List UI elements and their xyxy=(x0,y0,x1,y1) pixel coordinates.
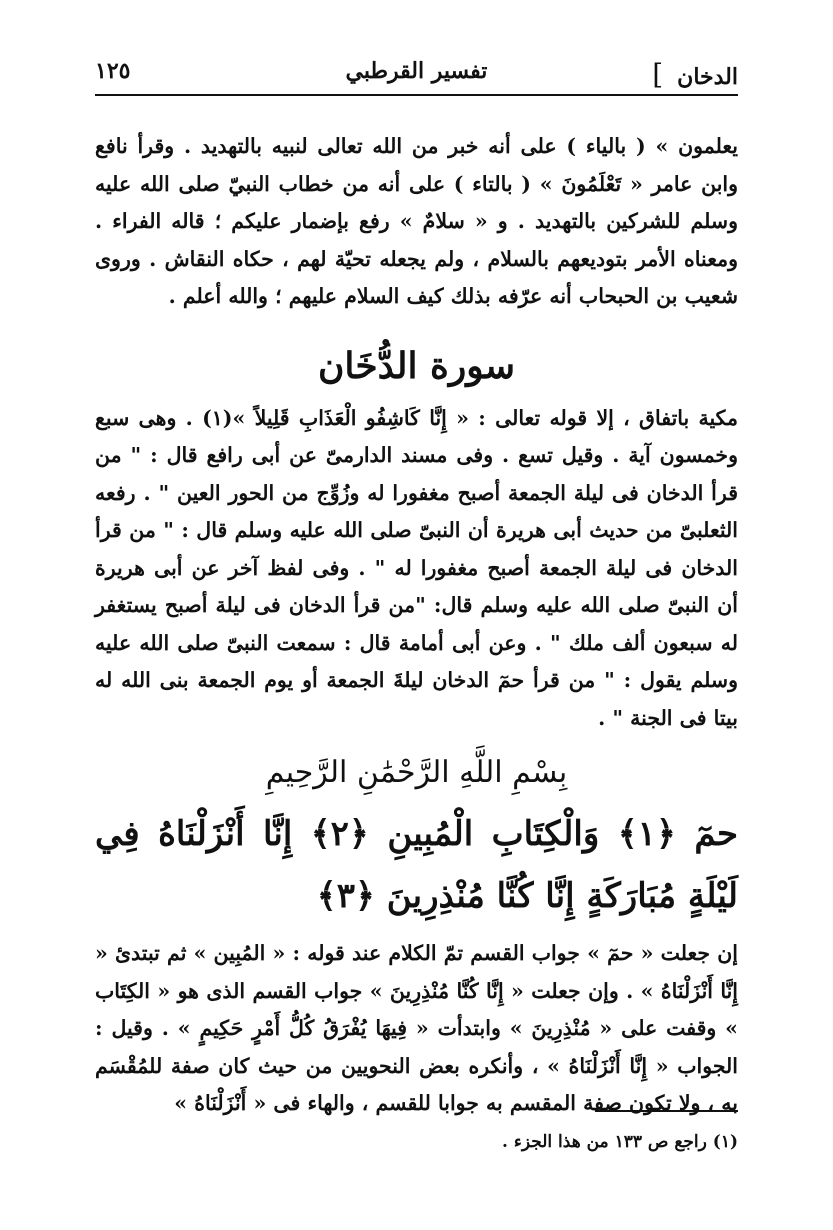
running-title-text: الدخان xyxy=(677,64,738,90)
page-header xyxy=(95,56,738,96)
header-bracket: ] xyxy=(652,58,664,91)
page-number: ١٢٥ xyxy=(95,58,131,84)
paragraph-previous-surah-ending: يعلمون » ( بالياء ) على أنه خبر من الله تعالى لنبيه بالتهديد . وقرأ نافع وابن عامر « تَعْلَمُونَ » ( بالتاء ) على أنه من خطاب النبيّ صلى الله عليه وسلم للشركين بالتهديد . و « سلامٌ » رفع بإضمار عليكم ؛ قاله الفراء . ومعناه الأمر بتوديعهم بالسلام ، ولم يجعله تحيّة لهم ، حكاه النقاش . وروى شعيب بن الحبحاب أنه عرّفه بذلك كيف السلام عليهم ؛ والله أعلم . xyxy=(95,134,738,308)
quran-verses: حمٓ ﴿١﴾ وَالْكِتَابِ الْمُبِينِ ﴿٢﴾ إِنَّا أَنْزَلْنَاهُ فِي لَيْلَةٍ مُبَارَكَةٍ إِنَّا كُنَّا مُنْذِرِينَ ﴿٣﴾ xyxy=(95,814,738,916)
page-body xyxy=(95,128,738,1123)
footnote: (١) راجع ص ١٣٣ من هذا الجزء . xyxy=(502,1132,738,1152)
footnote-divider xyxy=(595,1110,738,1112)
basmala: بِسْمِ اللَّهِ الرَّحْمَٰنِ الرَّحِيمِ xyxy=(265,755,568,790)
book-title: تفسير القرطبي xyxy=(345,58,488,84)
paragraph-surah-introduction: مكية باتفاق ، إلا قوله تعالى : « إِنَّا كَاشِفُو الْعَذَابِ قَلِيلاً »(١) . وهى سبع وخمسون آية . وقيل تسع . وفى مسند الدارمىّ عن أبى رافع قال : " من قرأ الدخان فى ليلة الجمعة أصبح مغفورا له وزُوِّج من الحور العين " . رفعه الثعلبىّ من حديث أبى هريرة أن النبىّ صلى الله عليه وسلم قال : " من قرأ الدخان فى ليلة الجمعة أصبح مغفورا له " . وفى لفظ آخر عن أبى هريرة أن النبىّ صلى الله عليه وسلم قال: "من قرأ الدخان فى ليلة أصبح يستغفر له سبعون ألف ملك " . وعن أبى أمامة قال : سمعت النبىّ صلى الله عليه وسلم يقول : " من قرأ حمٓ الدخان ليلةَ الجمعة أو يوم الجمعة بنى الله له بيتا فى الجنة " . xyxy=(95,405,738,730)
surah-title: سورة الدُّخَان xyxy=(317,344,516,387)
paragraph-commentary: إن جعلت « حمٓ » جواب القسم تمّ الكلام عند قوله : « المُبِين » ثم تبتدئ « إِنَّا أَنْزَلْنَاهُ » . وإن جعلت « إِنَّا كُنَّا مُنْذِرِينَ » جواب القسم الذى هو « الكِتَاب » وقفت على « مُنْذِرِينَ » وابتدأت « فِيهَا يُفْرَقُ كُلُّ أَمْرٍ حَكِيمٍ » . وقيل : الجواب « إِنَّا أَنْزَلْنَاهُ » ، وأنكره بعض النحويين من حيث كان صفة للمُقْسَم به ، ولا تكون صفة المقسم به جوابا للقسم ، والهاء فى « أَنْزَلْنَاهُ » xyxy=(95,941,738,1115)
